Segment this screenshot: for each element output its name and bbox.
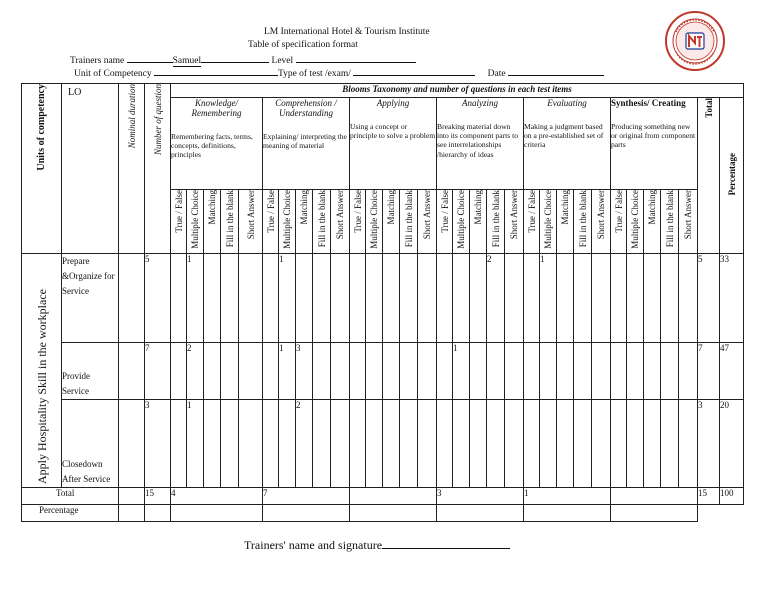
blooms-taxonomy-title: Blooms Taxonomy and number of questions in each test items: [171, 84, 744, 98]
trainer-name-row: [70, 53, 416, 66]
date-label: Date: [487, 69, 506, 79]
question-count-cell[interactable]: 1: [187, 254, 204, 343]
category-percentage-cell[interactable]: [524, 505, 611, 522]
question-type-header: True / False: [263, 190, 279, 254]
number-of-question-header: Number of question: [145, 84, 171, 254]
level-field[interactable]: [296, 53, 416, 63]
question-count-cell[interactable]: [366, 254, 383, 343]
category-name: Knowledge/ Remembering: [191, 98, 242, 118]
question-count-cell[interactable]: [574, 400, 592, 488]
nominal-duration-cell[interactable]: [119, 254, 145, 343]
question-count-cell[interactable]: [679, 254, 698, 343]
unit-row: [74, 66, 604, 79]
question-type-header: Multiple Choice: [627, 190, 644, 254]
number-of-question-cell[interactable]: 5: [145, 254, 171, 343]
question-type-header: Fill in the blank: [221, 190, 239, 254]
category-total-cell[interactable]: [350, 488, 437, 505]
question-count-cell[interactable]: [331, 343, 350, 400]
question-type-header: Matching: [644, 190, 661, 254]
question-type-header: Short Answer: [331, 190, 350, 254]
question-count-cell[interactable]: [679, 343, 698, 400]
question-count-cell[interactable]: [574, 343, 592, 400]
category-name: Synthesis/ Creating: [611, 98, 686, 108]
question-count-cell[interactable]: [487, 400, 505, 488]
question-count-cell[interactable]: [592, 343, 611, 400]
category-total-cell[interactable]: 7: [263, 488, 350, 505]
nominal-duration-header: Nominal duration: [119, 84, 145, 254]
percentage-duration-cell[interactable]: [119, 505, 145, 522]
row-total-cell[interactable]: 3: [698, 400, 720, 488]
specification-table: [21, 83, 744, 522]
question-count-cell[interactable]: [557, 400, 574, 488]
trainer-name-value[interactable]: Samuel: [172, 56, 202, 66]
question-count-cell[interactable]: [453, 400, 470, 488]
trainer-signature-field[interactable]: [382, 539, 510, 549]
unit-of-competency-cell: Apply Hospitality Skill in the workplace: [22, 254, 62, 488]
question-count-cell[interactable]: [383, 343, 400, 400]
question-count-cell[interactable]: [505, 343, 524, 400]
category-total-cell[interactable]: 1: [524, 488, 611, 505]
question-count-cell[interactable]: [557, 254, 574, 343]
question-count-cell[interactable]: [366, 343, 383, 400]
question-type-header: Matching: [383, 190, 400, 254]
category-name: Comprehension / Understanding: [275, 98, 337, 118]
question-type-header: Fill in the blank: [661, 190, 679, 254]
institute-name: LM International Hotel & Tourism Institute: [264, 27, 430, 37]
learning-outcome: Closedown After Service: [62, 400, 119, 488]
row-percentage-cell[interactable]: 20: [720, 400, 744, 488]
grand-percentage-cell[interactable]: 100: [720, 488, 744, 505]
question-count-cell[interactable]: [313, 400, 331, 488]
question-count-cell[interactable]: [524, 400, 540, 488]
category-header: [437, 98, 524, 190]
lo-row: [22, 400, 744, 488]
category-description: Making a judgment based on a pre-established set of criteria: [524, 122, 604, 150]
category-header: [611, 98, 698, 190]
question-count-cell[interactable]: 1: [279, 254, 296, 343]
question-count-cell[interactable]: 2: [187, 343, 204, 400]
question-count-cell[interactable]: [661, 343, 679, 400]
question-count-cell[interactable]: [418, 254, 437, 343]
question-count-cell[interactable]: [313, 254, 331, 343]
row-total-cell[interactable]: 7: [698, 343, 720, 400]
type-of-test-label: Type of test /exam/: [277, 69, 351, 79]
question-count-cell[interactable]: [453, 254, 470, 343]
percentage-header: Percentage: [720, 98, 744, 254]
lo-header: LO: [62, 84, 119, 254]
question-count-cell[interactable]: [400, 254, 418, 343]
question-count-cell[interactable]: 2: [487, 254, 505, 343]
question-count-cell[interactable]: [239, 343, 263, 400]
grand-total-cell[interactable]: 15: [698, 488, 720, 505]
question-type-header: Short Answer: [239, 190, 263, 254]
category-total-cell[interactable]: 3: [437, 488, 524, 505]
question-count-cell[interactable]: [263, 254, 279, 343]
question-count-cell[interactable]: [644, 343, 661, 400]
question-count-cell[interactable]: [296, 254, 313, 343]
category-description: Explaining/ interpreting the meaning of material: [263, 132, 347, 151]
units-of-competency-header: Units of competency: [22, 84, 62, 254]
question-count-cell[interactable]: [611, 343, 627, 400]
question-count-cell[interactable]: [540, 400, 557, 488]
question-type-header: Short Answer: [505, 190, 524, 254]
question-count-cell[interactable]: [644, 400, 661, 488]
question-count-cell[interactable]: 1: [279, 343, 296, 400]
question-count-cell[interactable]: [279, 400, 296, 488]
question-count-cell[interactable]: [487, 343, 505, 400]
question-count-cell[interactable]: [437, 343, 453, 400]
question-type-header: Multiple Choice: [453, 190, 470, 254]
trainer-signature-row: [244, 538, 510, 553]
nominal-duration-cell[interactable]: [119, 343, 145, 400]
question-count-cell[interactable]: [263, 343, 279, 400]
category-percentage-cell[interactable]: [171, 505, 263, 522]
question-count-cell[interactable]: [611, 254, 627, 343]
question-count-cell[interactable]: [627, 254, 644, 343]
question-count-cell[interactable]: [437, 400, 453, 488]
question-count-cell[interactable]: [383, 254, 400, 343]
question-type-header: True / False: [350, 190, 366, 254]
unit-of-competency-label: Unit of Competency: [74, 69, 152, 79]
question-count-cell[interactable]: 1: [540, 254, 557, 343]
question-type-header: Matching: [557, 190, 574, 254]
question-count-cell[interactable]: [644, 254, 661, 343]
category-name: Applying: [376, 98, 410, 108]
category-header: [350, 98, 437, 190]
question-count-cell[interactable]: [505, 254, 524, 343]
question-type-header: Matching: [470, 190, 487, 254]
row-percentage-cell[interactable]: 47: [720, 343, 744, 400]
unit-of-competency-field[interactable]: [154, 66, 278, 76]
question-count-cell[interactable]: [239, 400, 263, 488]
question-count-cell[interactable]: [437, 254, 453, 343]
question-count-cell[interactable]: [239, 254, 263, 343]
category-total-cell[interactable]: 4: [171, 488, 263, 505]
question-type-header: Short Answer: [592, 190, 611, 254]
question-type-header: Fill in the blank: [313, 190, 331, 254]
question-count-cell[interactable]: [331, 400, 350, 488]
row-total-cell[interactable]: 5: [698, 254, 720, 343]
question-count-cell[interactable]: [204, 343, 221, 400]
question-type-header: Matching: [204, 190, 221, 254]
category-description: Remembering facts, terms, concepts, definitions, principles: [171, 132, 253, 160]
question-type-header: True / False: [611, 190, 627, 254]
category-name: Evaluating: [547, 98, 587, 108]
question-count-cell[interactable]: [366, 400, 383, 488]
question-count-cell[interactable]: [221, 343, 239, 400]
total-row: [22, 488, 744, 505]
question-count-cell[interactable]: [313, 343, 331, 400]
question-type-header: Fill in the blank: [574, 190, 592, 254]
question-type-header: True / False: [524, 190, 540, 254]
question-type-header: Fill in the blank: [487, 190, 505, 254]
question-count-cell[interactable]: [204, 254, 221, 343]
question-count-cell[interactable]: 1: [453, 343, 470, 400]
question-count-cell[interactable]: [470, 254, 487, 343]
question-count-cell[interactable]: 2: [296, 400, 313, 488]
question-type-header: Multiple Choice: [540, 190, 557, 254]
percentage-label: Percentage: [22, 505, 119, 522]
total-duration-cell[interactable]: [119, 488, 145, 505]
question-count-cell[interactable]: [204, 400, 221, 488]
form-title: Table of specification format: [248, 40, 358, 50]
question-type-header: Fill in the blank: [400, 190, 418, 254]
question-count-cell[interactable]: 3: [296, 343, 313, 400]
total-header: Total: [698, 98, 720, 254]
date-field[interactable]: [508, 66, 604, 76]
question-count-cell[interactable]: [350, 254, 366, 343]
percentage-row: [22, 505, 744, 522]
level-label: Level: [271, 56, 294, 66]
question-type-header: True / False: [437, 190, 453, 254]
question-count-cell[interactable]: [557, 343, 574, 400]
institute-logo-seal: [664, 10, 726, 72]
total-questions-cell[interactable]: 15: [145, 488, 171, 505]
question-count-cell[interactable]: [524, 254, 540, 343]
learning-outcome: Prepare &Organize for Service: [62, 254, 119, 343]
category-description: Breaking material down into its component parts to see interrelationships /hierarchy of ideas: [437, 122, 518, 159]
question-count-cell[interactable]: [540, 343, 557, 400]
category-header: [263, 98, 350, 190]
number-of-question-cell[interactable]: 3: [145, 400, 171, 488]
category-description: Using a concept or principle to solve a problem: [350, 122, 436, 141]
category-description: Producing something new or original from component parts: [611, 122, 696, 150]
question-count-cell[interactable]: [383, 400, 400, 488]
question-count-cell[interactable]: [574, 254, 592, 343]
question-count-cell[interactable]: [171, 254, 187, 343]
trainer-name-field-pre[interactable]: [127, 53, 173, 63]
category-total-cell[interactable]: [611, 488, 698, 505]
question-count-cell[interactable]: [470, 343, 487, 400]
lo-row: [22, 254, 744, 343]
question-count-cell[interactable]: [350, 400, 366, 488]
lo-row: [22, 343, 744, 400]
question-count-cell[interactable]: [470, 400, 487, 488]
question-count-cell[interactable]: [418, 343, 437, 400]
question-count-cell[interactable]: [661, 400, 679, 488]
category-name: Analyzing: [462, 98, 498, 108]
question-count-cell[interactable]: [418, 400, 437, 488]
type-of-test-field[interactable]: [353, 66, 475, 76]
row-percentage-cell[interactable]: 33: [720, 254, 744, 343]
question-type-header: True / False: [171, 190, 187, 254]
question-count-cell[interactable]: [592, 254, 611, 343]
question-count-cell[interactable]: [627, 400, 644, 488]
question-count-cell[interactable]: [221, 400, 239, 488]
question-count-cell[interactable]: [592, 400, 611, 488]
category-header: [524, 98, 611, 190]
category-percentage-cell[interactable]: [263, 505, 350, 522]
learning-outcome: Provide Service: [62, 343, 119, 400]
trainer-signature-label: Trainers' name and signature: [244, 538, 383, 552]
question-type-header: Multiple Choice: [366, 190, 383, 254]
question-type-header: Matching: [296, 190, 313, 254]
question-type-header: Short Answer: [679, 190, 698, 254]
question-count-cell[interactable]: [611, 400, 627, 488]
question-type-header: Multiple Choice: [187, 190, 204, 254]
category-percentage-cell[interactable]: [437, 505, 524, 522]
question-count-cell[interactable]: [400, 343, 418, 400]
question-count-cell[interactable]: [221, 254, 239, 343]
trainer-name-field-post[interactable]: [201, 53, 269, 63]
question-count-cell[interactable]: [524, 343, 540, 400]
percentage-questions-cell[interactable]: [145, 505, 171, 522]
number-of-question-cell[interactable]: 7: [145, 343, 171, 400]
question-count-cell[interactable]: [661, 254, 679, 343]
nominal-duration-cell[interactable]: [119, 400, 145, 488]
category-header: [171, 98, 263, 190]
question-count-cell[interactable]: [331, 254, 350, 343]
question-type-header: Multiple Choice: [279, 190, 296, 254]
question-count-cell[interactable]: [400, 400, 418, 488]
question-count-cell[interactable]: [505, 400, 524, 488]
question-count-cell[interactable]: [627, 343, 644, 400]
trainer-name-label: Trainers name: [70, 56, 125, 66]
question-count-cell[interactable]: [679, 400, 698, 488]
total-label: Total: [22, 488, 119, 505]
question-count-cell[interactable]: [263, 400, 279, 488]
question-count-cell[interactable]: [350, 343, 366, 400]
question-count-cell[interactable]: [171, 400, 187, 488]
question-count-cell[interactable]: 1: [187, 400, 204, 488]
question-count-cell[interactable]: [171, 343, 187, 400]
category-percentage-cell[interactable]: [350, 505, 437, 522]
question-type-header: Short Answer: [418, 190, 437, 254]
category-percentage-cell[interactable]: [611, 505, 698, 522]
